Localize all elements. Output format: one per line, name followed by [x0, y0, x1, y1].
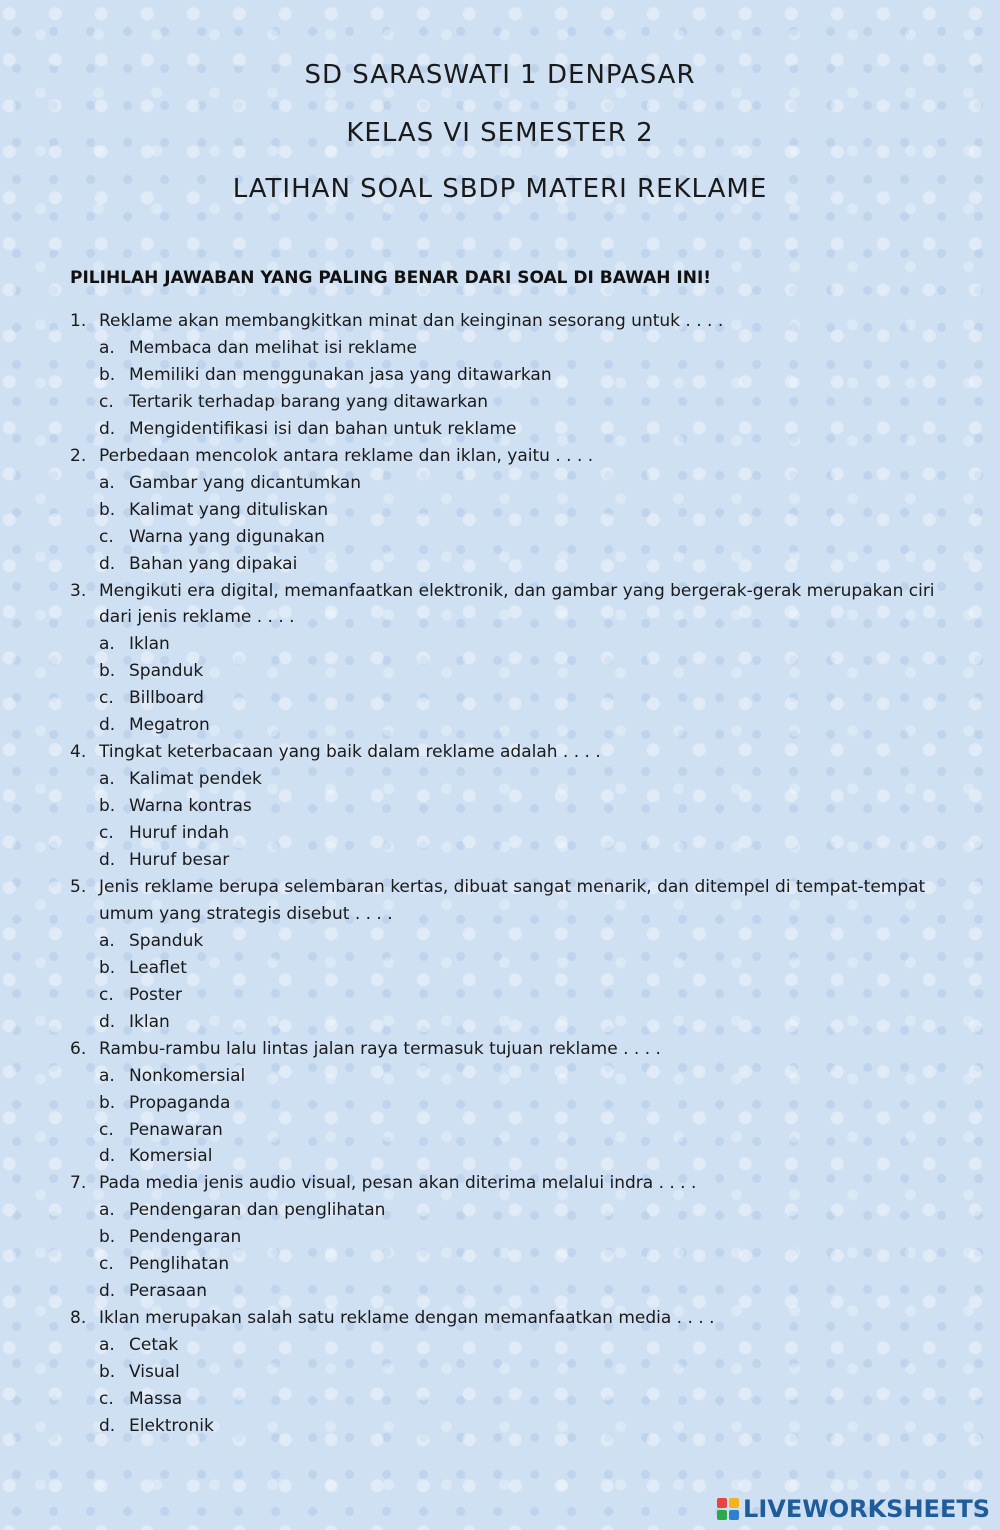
option-letter: a. [99, 931, 115, 951]
answer-option[interactable]: Huruf besar [129, 850, 230, 870]
liveworksheets-logo-icon [717, 1498, 739, 1520]
question-number: 8. [70, 1308, 87, 1328]
option-letter: c. [99, 1389, 114, 1409]
option-letter: a. [99, 338, 115, 358]
answer-option[interactable]: Spanduk [129, 661, 204, 681]
question-text: Reklame akan membangkitkan minat dan keinginan sesorang untuk . . . . [99, 311, 724, 331]
question-text: Perbedaan mencolok antara reklame dan iklan, yaitu . . . . [99, 446, 594, 466]
answer-option[interactable]: Spanduk [129, 931, 204, 951]
answer-option[interactable]: Kalimat pendek [129, 769, 262, 789]
question-number: 7. [70, 1173, 87, 1193]
instruction-text: PILIHLAH JAWABAN YANG PALING BENAR DARI SOAL DI BAWAH INI! [70, 268, 712, 288]
answer-option[interactable]: Megatron [129, 715, 210, 735]
option-letter: c. [99, 823, 114, 843]
answer-option[interactable]: Penglihatan [129, 1254, 230, 1274]
option-letter: d. [99, 1416, 116, 1436]
answer-option[interactable]: Komersial [129, 1146, 213, 1166]
answer-option[interactable]: Penawaran [129, 1120, 223, 1140]
answer-option[interactable]: Iklan [129, 634, 170, 654]
option-letter: d. [99, 419, 116, 439]
question-text: dari jenis reklame . . . . [99, 607, 295, 627]
option-letter: a. [99, 1335, 115, 1355]
option-letter: b. [99, 365, 116, 385]
option-letter: b. [99, 1362, 116, 1382]
answer-option[interactable]: Cetak [129, 1335, 179, 1355]
question-text: Jenis reklame berupa selembaran kertas, dibuat sangat menarik, dan ditempel di tempat-tempat [99, 877, 926, 897]
answer-option[interactable]: Gambar yang dicantumkan [129, 473, 361, 493]
answer-option[interactable]: Memiliki dan menggunakan jasa yang ditawarkan [129, 365, 552, 385]
option-letter: b. [99, 1227, 116, 1247]
answer-option[interactable]: Pendengaran dan penglihatan [129, 1200, 386, 1220]
option-letter: c. [99, 985, 114, 1005]
answer-option[interactable]: Visual [129, 1362, 180, 1382]
liveworksheets-watermark [717, 1496, 990, 1522]
answer-option[interactable]: Leaflet [129, 958, 187, 978]
answer-option[interactable]: Kalimat yang dituliskan [129, 500, 329, 520]
answer-option[interactable]: Warna kontras [129, 796, 252, 816]
option-letter: b. [99, 661, 116, 681]
option-letter: a. [99, 1066, 115, 1086]
option-letter: c. [99, 392, 114, 412]
answer-option[interactable]: Perasaan [129, 1281, 207, 1301]
option-letter: d. [99, 1012, 116, 1032]
question-text: Tingkat keterbacaan yang baik dalam reklame adalah . . . . [99, 742, 601, 762]
option-letter: a. [99, 1200, 115, 1220]
answer-option[interactable]: Membaca dan melihat isi reklame [129, 338, 417, 358]
answer-option[interactable]: Mengidentifikasi isi dan bahan untuk reklame [129, 419, 517, 439]
option-letter: d. [99, 1281, 116, 1301]
question-number: 5. [70, 877, 87, 897]
option-letter: b. [99, 796, 116, 816]
option-letter: b. [99, 1093, 116, 1113]
option-letter: c. [99, 527, 114, 547]
answer-option[interactable]: Billboard [129, 688, 204, 708]
question-number: 2. [70, 446, 87, 466]
option-letter: a. [99, 634, 115, 654]
option-letter: d. [99, 1146, 116, 1166]
answer-option[interactable]: Propaganda [129, 1093, 231, 1113]
option-letter: b. [99, 958, 116, 978]
question-number: 3. [70, 581, 87, 601]
question-number: 1. [70, 311, 87, 331]
question-text: Mengikuti era digital, memanfaatkan elektronik, dan gambar yang bergerak-gerak merupakan ciri [99, 581, 935, 601]
question-number: 6. [70, 1039, 87, 1059]
answer-option[interactable]: Iklan [129, 1012, 170, 1032]
option-letter: a. [99, 473, 115, 493]
watermark-text: LIVEWORKSHEETS [743, 1495, 990, 1523]
answer-option[interactable]: Pendengaran [129, 1227, 242, 1247]
answer-option[interactable]: Elektronik [129, 1416, 214, 1436]
answer-option[interactable]: Huruf indah [129, 823, 230, 843]
option-letter: b. [99, 500, 116, 520]
answer-option[interactable]: Poster [129, 985, 183, 1005]
answer-option[interactable]: Tertarik terhadap barang yang ditawarkan [129, 392, 489, 412]
answer-option[interactable]: Warna yang digunakan [129, 527, 325, 547]
question-text: Iklan merupakan salah satu reklame dengan memanfaatkan media . . . . [99, 1308, 715, 1328]
question-text: Pada media jenis audio visual, pesan akan diterima melalui indra . . . . [99, 1173, 697, 1193]
school-name: SD SARASWATI 1 DENPASAR [304, 60, 696, 90]
answer-option[interactable]: Bahan yang dipakai [129, 554, 298, 574]
option-letter: c. [99, 1120, 114, 1140]
question-number: 4. [70, 742, 87, 762]
answer-option[interactable]: Nonkomersial [129, 1066, 246, 1086]
option-letter: c. [99, 688, 114, 708]
option-letter: d. [99, 554, 116, 574]
answer-option[interactable]: Massa [129, 1389, 183, 1409]
option-letter: d. [99, 715, 116, 735]
option-letter: d. [99, 850, 116, 870]
worksheet-title: LATIHAN SOAL SBDP MATERI REKLAME [232, 174, 768, 204]
question-text: Rambu-rambu lalu lintas jalan raya termasuk tujuan reklame . . . . [99, 1039, 661, 1059]
option-letter: c. [99, 1254, 114, 1274]
option-letter: a. [99, 769, 115, 789]
question-text: umum yang strategis disebut . . . . [99, 904, 393, 924]
class-semester: KELAS VI SEMESTER 2 [346, 118, 654, 148]
